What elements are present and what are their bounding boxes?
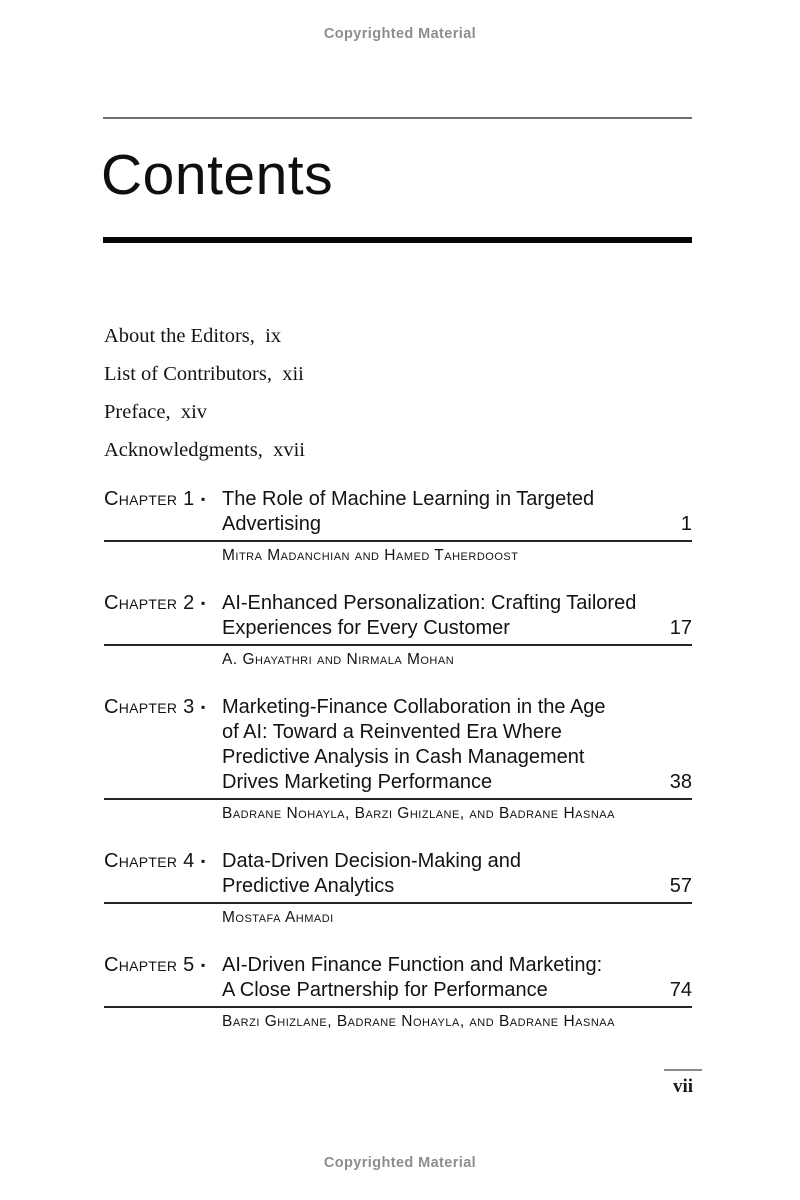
page-number-block (655, 1069, 711, 1098)
chapter-title: The Role of Machine Learning in Targeted Advertising (222, 488, 595, 535)
chapter-heading (104, 591, 692, 646)
chapter-authors: Mitra Madanchian and Hamed Taherdoost (222, 547, 519, 564)
front-matter-page: xii (282, 363, 304, 385)
chapter-heading (104, 487, 692, 542)
chapter-authors: Badrane Nohayla, Barzi Ghizlane, and Badrane Hasnaa (222, 805, 615, 822)
chapter-title: AI-Enhanced Personalization: Crafting Tailored Experiences for Every Customer (222, 592, 637, 639)
title-rule (103, 237, 692, 243)
front-matter-item: List of Contributors, xii (104, 363, 304, 385)
chapter-entry (104, 953, 692, 1031)
chapter-entry (104, 591, 692, 669)
chapter-list (104, 487, 692, 1057)
chapter-page-number: 17 (669, 617, 692, 639)
front-matter-label: Acknowledgments (104, 439, 258, 461)
chapter-title: Marketing-Finance Collaboration in the Age of AI: Toward a Reinvented Era Where Predictive Analysis in Cash Management Drives Marketing Performance (222, 696, 606, 793)
chapter-page-number: 38 (669, 771, 692, 793)
chapter-label: Chapter 4 (104, 850, 195, 872)
copyright-notice-bottom: Copyrighted Material (323, 1155, 477, 1171)
chapter-title: Data-Driven Decision-Making and Predictive Analytics (222, 850, 522, 897)
front-matter-page: xvii (273, 439, 306, 461)
folio-number: vii (672, 1076, 694, 1097)
chapter-label: Chapter 3 (104, 696, 195, 718)
chapter-heading (104, 695, 692, 800)
front-matter-item: Preface, xiv (104, 401, 208, 423)
header-rule (103, 117, 692, 119)
square-bullet-icon: ▪ (201, 958, 206, 972)
front-matter-label: Preface (104, 401, 166, 423)
chapter-entry (104, 695, 692, 823)
front-matter-item: About the Editors, ix (104, 325, 282, 347)
chapter-authors: Mostafa Ahmadi (222, 909, 334, 926)
front-matter-label: About the Editors (104, 325, 250, 347)
square-bullet-icon: ▪ (201, 492, 206, 506)
chapter-title: AI-Driven Finance Function and Marketing: A Close Partnership for Performance (222, 954, 603, 1001)
square-bullet-icon: ▪ (201, 854, 206, 868)
front-matter-list (104, 324, 692, 476)
chapter-heading (104, 953, 692, 1008)
chapter-label: Chapter 5 (104, 954, 195, 976)
chapter-authors: Barzi Ghizlane, Badrane Nohayla, and Badrane Hasnaa (222, 1013, 615, 1030)
front-matter-item: Acknowledgments, xvii (104, 439, 306, 461)
chapter-page-number: 57 (669, 875, 692, 897)
front-matter-page: xiv (180, 401, 208, 423)
folio-rule (664, 1069, 702, 1071)
page-title: Contents (101, 143, 334, 207)
chapter-page-number: 74 (669, 979, 692, 1001)
chapter-label: Chapter 2 (104, 592, 195, 614)
chapter-authors: A. Ghayathri and Nirmala Mohan (222, 651, 455, 668)
chapter-page-number: 1 (680, 513, 692, 535)
chapter-heading (104, 849, 692, 904)
square-bullet-icon: ▪ (201, 596, 206, 610)
chapter-entry (104, 849, 692, 927)
front-matter-page: ix (265, 325, 282, 347)
copyright-notice-top: Copyrighted Material (323, 26, 477, 42)
front-matter-label: List of Contributors (104, 363, 267, 385)
square-bullet-icon: ▪ (201, 700, 206, 714)
chapter-entry (104, 487, 692, 565)
chapter-label: Chapter 1 (104, 488, 195, 510)
